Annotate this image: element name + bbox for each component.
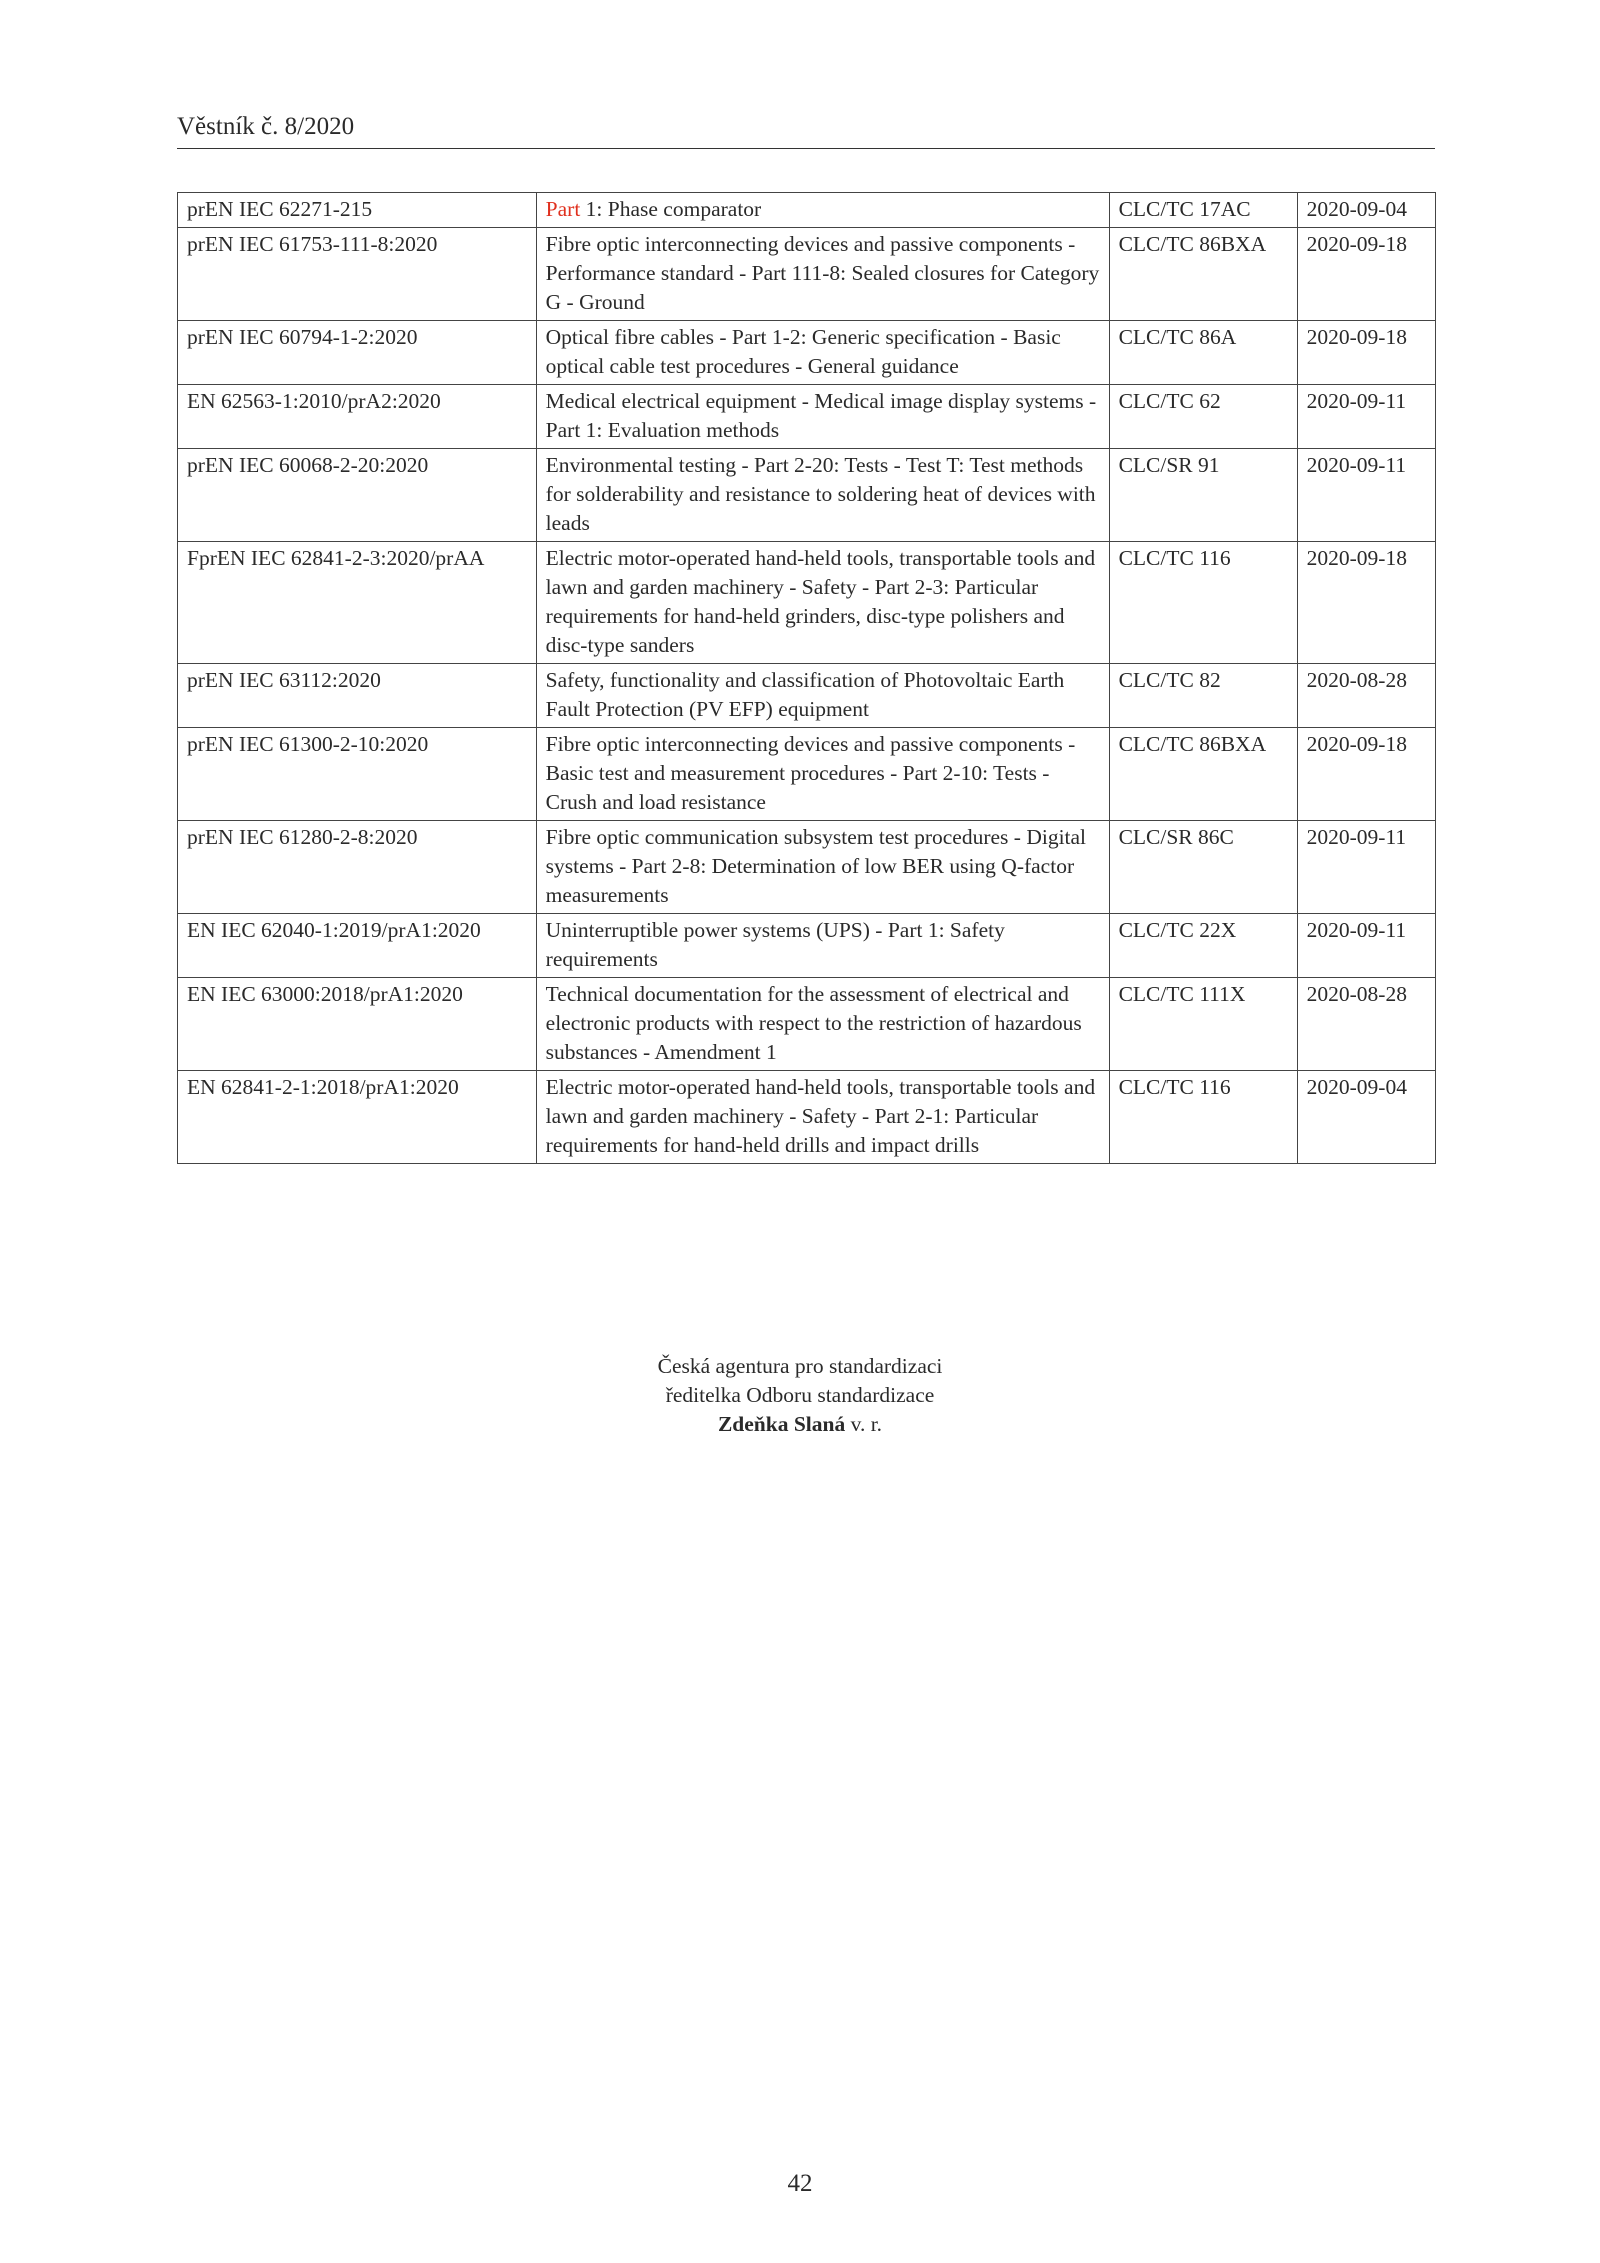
standard-code: prEN IEC 60794-1-2:2020 — [178, 321, 537, 385]
table-row — [178, 542, 1436, 664]
standard-title: Safety, functionality and classification of Photovoltaic Earth Fault Protection (PV EFP) equipment — [536, 664, 1109, 728]
standards-table-body — [178, 193, 1436, 1164]
standard-title: Medical electrical equipment - Medical image display systems - Part 1: Evaluation methods — [536, 385, 1109, 449]
deadline-date: 2020-08-28 — [1297, 978, 1435, 1071]
deadline-date: 2020-09-11 — [1297, 385, 1435, 449]
standard-code: prEN IEC 61280-2-8:2020 — [178, 821, 537, 914]
table-row — [178, 449, 1436, 542]
standard-title: Fibre optic interconnecting devices and passive components - Performance standard - Part 111-8: Sealed closures for Category G - Ground — [536, 228, 1109, 321]
deadline-date: 2020-08-28 — [1297, 664, 1435, 728]
standard-title: Fibre optic communication subsystem test procedures - Digital systems - Part 2-8: Determination of low BER using Q-factor measurements — [536, 821, 1109, 914]
table-row — [178, 821, 1436, 914]
signatory-name: Zdeňka Slaná — [717, 1412, 846, 1436]
deadline-date: 2020-09-18 — [1297, 728, 1435, 821]
deadline-date: 2020-09-18 — [1297, 542, 1435, 664]
committee: CLC/SR 86C — [1109, 821, 1297, 914]
committee: CLC/TC 86BXA — [1109, 728, 1297, 821]
standard-title: Optical fibre cables - Part 1-2: Generic specification - Basic optical cable test procedures - General guidance — [536, 321, 1109, 385]
deadline-date: 2020-09-11 — [1297, 914, 1435, 978]
table-row — [178, 228, 1436, 321]
standard-code: prEN IEC 61300-2-10:2020 — [178, 728, 537, 821]
standard-title: Technical documentation for the assessment of electrical and electronic products with respect to the restriction of hazardous substances - Amendment 1 — [536, 978, 1109, 1071]
deadline-date: 2020-09-11 — [1297, 449, 1435, 542]
table-row — [178, 193, 1436, 228]
table-row — [178, 978, 1436, 1071]
signature-position: ředitelka Odboru standardizace — [665, 1383, 935, 1407]
title-text: 1: Phase comparator — [580, 197, 762, 221]
committee: CLC/TC 62 — [1109, 385, 1297, 449]
signature-organization: Česká agentura pro standardizaci — [657, 1354, 943, 1378]
standard-code: prEN IEC 60068-2-20:2020 — [178, 449, 537, 542]
committee: CLC/TC 22X — [1109, 914, 1297, 978]
table-row — [178, 664, 1436, 728]
table-row — [178, 385, 1436, 449]
standard-title: Environmental testing - Part 2-20: Tests - Test T: Test methods for solderability and resistance to soldering heat of devices with leads — [536, 449, 1109, 542]
table-row — [178, 1071, 1436, 1164]
signature-suffix: v. r. — [845, 1412, 883, 1436]
standard-title: Electric motor-operated hand-held tools, transportable tools and lawn and garden machinery - Safety - Part 2-3: Particular requirements for hand-held grinders, disc-type polishers and disc-type sanders — [536, 542, 1109, 664]
signature-block — [0, 1352, 1600, 1439]
committee: CLC/TC 111X — [1109, 978, 1297, 1071]
deadline-date: 2020-09-18 — [1297, 321, 1435, 385]
committee: CLC/TC 86BXA — [1109, 228, 1297, 321]
deadline-date: 2020-09-11 — [1297, 821, 1435, 914]
page-number: 42 — [787, 2170, 813, 2197]
table-row — [178, 321, 1436, 385]
header-title: Věstník č. 8/2020 — [177, 113, 355, 140]
deadline-date: 2020-09-18 — [1297, 228, 1435, 321]
standard-title: Fibre optic interconnecting devices and passive components - Basic test and measurement procedures - Part 2-10: Tests - Crush and load resistance — [536, 728, 1109, 821]
standard-code: prEN IEC 61753-111-8:2020 — [178, 228, 537, 321]
page-header — [177, 112, 1435, 149]
standard-title: Uninterruptible power systems (UPS) - Part 1: Safety requirements — [536, 914, 1109, 978]
standard-code: EN 62563-1:2010/prA2:2020 — [178, 385, 537, 449]
standard-title: Electric motor-operated hand-held tools, transportable tools and lawn and garden machinery - Safety - Part 2-1: Particular requirements for hand-held drills and impact drills — [536, 1071, 1109, 1164]
committee: CLC/TC 116 — [1109, 1071, 1297, 1164]
title-prefix-highlight: Part — [545, 197, 581, 221]
committee: CLC/SR 91 — [1109, 449, 1297, 542]
standard-code: prEN IEC 63112:2020 — [178, 664, 537, 728]
standard-code: EN IEC 62040-1:2019/prA1:2020 — [178, 914, 537, 978]
committee: CLC/TC 116 — [1109, 542, 1297, 664]
committee: CLC/TC 86A — [1109, 321, 1297, 385]
standard-code: prEN IEC 62271-215 — [178, 193, 537, 228]
table-row — [178, 728, 1436, 821]
standard-code: EN 62841-2-1:2018/prA1:2020 — [178, 1071, 537, 1164]
committee: CLC/TC 82 — [1109, 664, 1297, 728]
standard-title — [536, 193, 1109, 228]
committee: CLC/TC 17AC — [1109, 193, 1297, 228]
deadline-date: 2020-09-04 — [1297, 1071, 1435, 1164]
signature-line — [0, 1410, 1600, 1439]
standard-code: EN IEC 63000:2018/prA1:2020 — [178, 978, 537, 1071]
deadline-date: 2020-09-04 — [1297, 193, 1435, 228]
standards-table — [177, 192, 1436, 1164]
standard-code: FprEN IEC 62841-2-3:2020/prAA — [178, 542, 537, 664]
table-row — [178, 914, 1436, 978]
